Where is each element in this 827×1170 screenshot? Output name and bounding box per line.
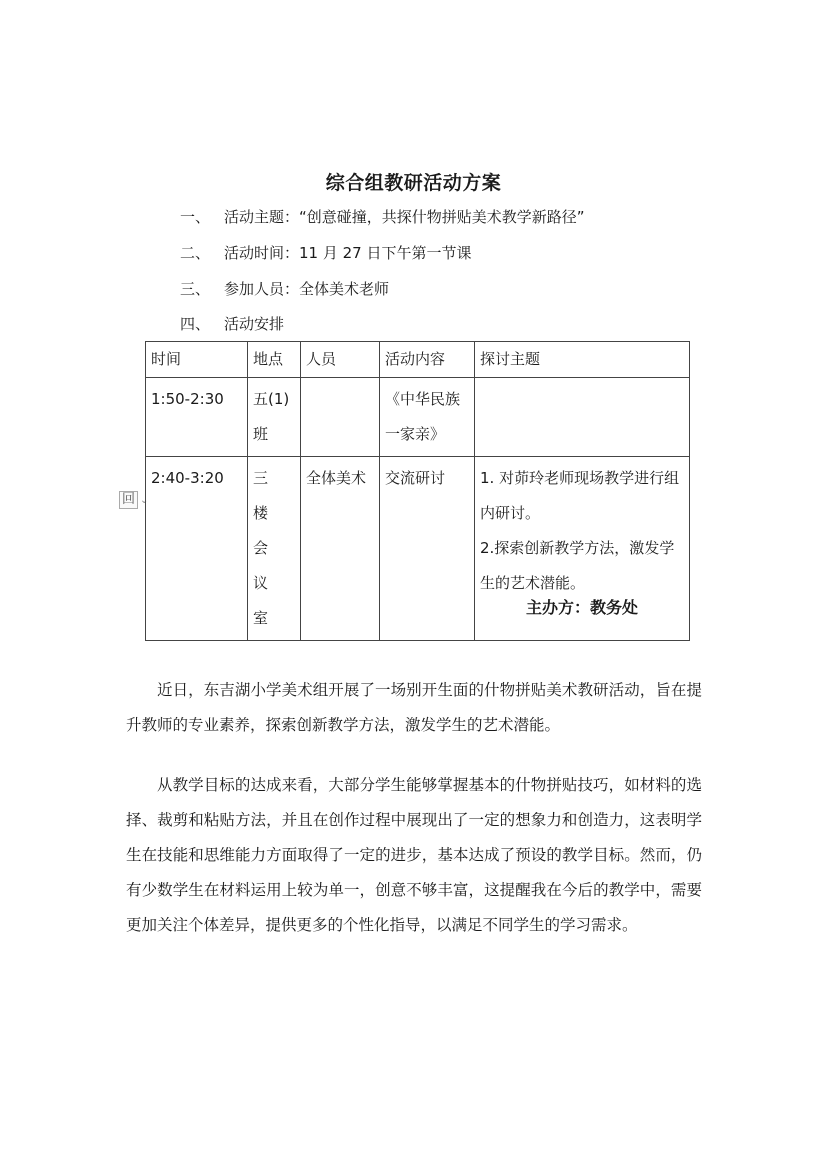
table-header-row [146,342,690,378]
list-item-theme [180,206,585,228]
list-text: 活动主题：“创意碰撞，共探什物拼贴美术教学新路径” [224,208,585,226]
cell-place: 五(1)班 [248,378,301,457]
cell-content: 《中华民族一家亲》 [380,378,475,457]
topic-item: 2.探索创新教学方法，激发学生的艺术潜能。 [480,539,675,592]
cell-place: 三楼会议室 [248,457,301,641]
header-place: 地点 [248,342,301,378]
list-number: 二、 [180,244,211,262]
document-title: 综合组教研活动方案 [325,172,502,194]
list-text: 活动时间：11 月 27 日下午第一节课 [224,244,472,262]
topic-item: 1. 对茆玲老师现场教学进行组内研讨。 [480,469,680,522]
cell-time: 2:40-3:20 [146,457,248,641]
cell-people [301,378,380,457]
cell-content: 交流研讨 [380,457,475,641]
header-people: 人员 [301,342,380,378]
header-time: 时间 [146,342,248,378]
list-item-arrangement [180,313,284,335]
list-item-time [180,242,471,264]
body-paragraph: 近日，东吉湖小学美术组开展了一场别开生面的什物拼贴美术教研活动，旨在提升教师的专业素养，探索创新教学方法，激发学生的艺术潜能。 [126,681,702,734]
header-topics: 探讨主题 [475,342,690,378]
list-number: 三、 [180,280,211,298]
header-content: 活动内容 [380,342,475,378]
cell-people: 全体美术 [301,457,380,641]
organizer-label: 主办方：教务处 [526,598,639,617]
cell-topics [475,378,690,457]
table-row [146,378,690,457]
chevron-down-icon[interactable]: ⌄ [140,494,149,506]
list-text: 参加人员：全体美术老师 [224,280,390,298]
list-number: 四、 [180,315,211,333]
list-text: 活动安排 [224,315,285,333]
list-item-participants [180,278,389,300]
list-number: 一、 [180,208,211,226]
body-paragraph: 从教学目标的达成来看，大部分学生能够掌握基本的什物拼贴技巧，如材料的选择、裁剪和粘贴方法，并且在创作过程中展现出了一定的想象力和创造力，这表明学生在技能和思维能力方面取得了一定的进步，基本达成了预设的教学目标。然而，仍有少数学生在材料运用上较为单一，创意不够丰富，这提醒我在今后的教学中，需要更加关注个体差异，提供更多的个性化指导，以满足不同学生的学习需求。 [126,776,702,934]
table-move-handle-icon[interactable]: 回 [119,491,138,509]
cell-time: 1:50-2:30 [146,378,248,457]
